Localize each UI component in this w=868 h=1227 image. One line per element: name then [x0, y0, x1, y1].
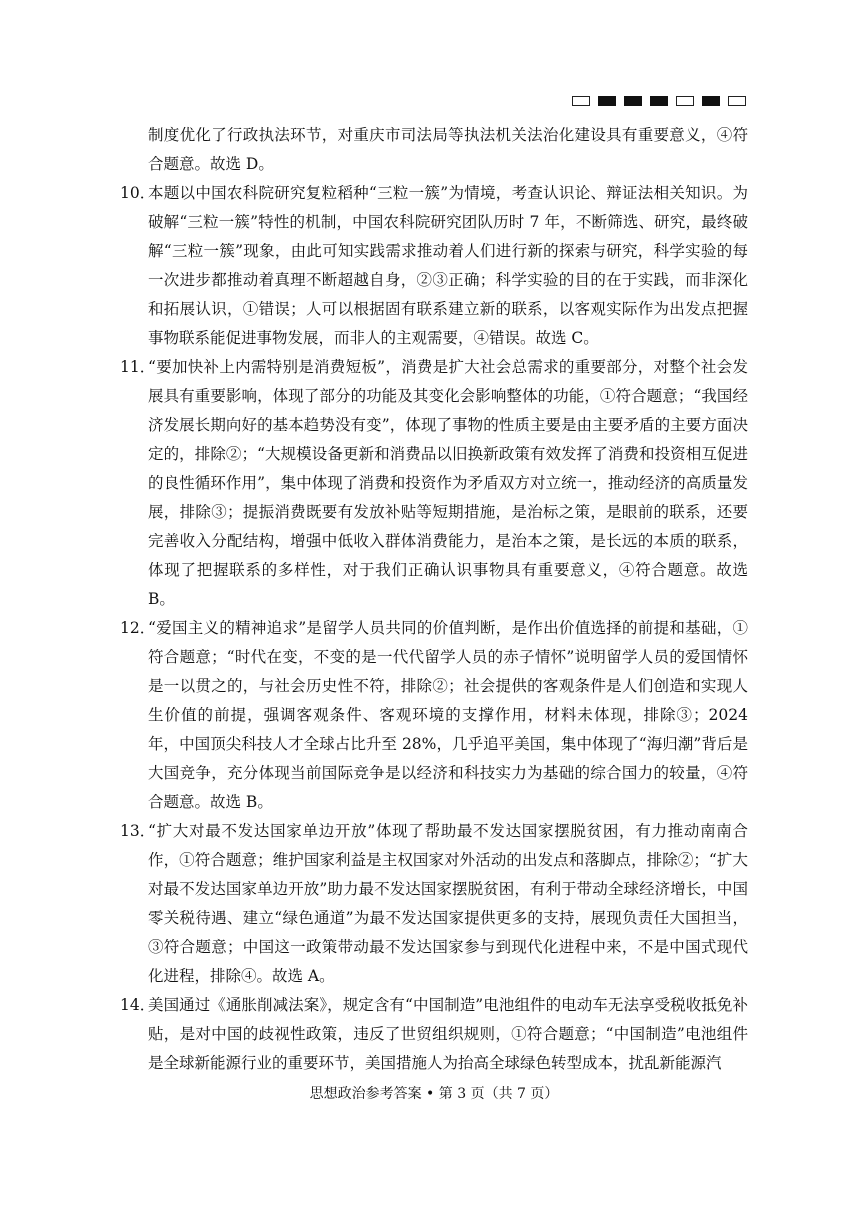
- item-text: 本题以中国农科院研究复粒稻种“三粒一簇”为情境，考查认识论、辩证法相关知识。为破解“三粒一簇”特性的机制，中国农科院研究团队历时 7 年，不断筛选、研究，最终破解“三粒一簇”现象，由此可知实践需求推动着人们进行新的探索与研究，科学实验的每一次进步都推动着真理不断超越自身，②③正确；科学实验的目的在于实践，而非深化和拓展认识，①错误；人可以根据固有联系建立新的联系，以客观实际作为出发点把握事物联系能促进事物发展，而非人的主观需要，④错误。故选 C。: [148, 184, 748, 347]
- item-text: “扩大对最不发达国家单边开放”体现了帮助最不发达国家摆脱贫困，有力推动南南合作，①符合题意；维护国家利益是主权国家对外活动的出发点和落脚点，排除②；“扩大对最不发达国家单边开放”助力最不发达国家摆脱贫困，有利于带动全球经济增长，中国零关税待遇、建立“绿色通道”为最不发达国家提供更多的支持，展现负责任大国担当，③符合题意；中国这一政策带动最不发达国家参与到现代化进程中来，不是中国式现代化进程，排除④。故选 A。: [148, 822, 748, 985]
- answer-item-11: [120, 353, 748, 614]
- item-number: 13．: [120, 822, 156, 840]
- item-number: 11．: [120, 358, 156, 376]
- item-number: 10．: [120, 184, 156, 202]
- header-mark: [572, 96, 590, 106]
- header-mark: [650, 96, 668, 106]
- header-mark: [676, 96, 694, 106]
- header-mark: [624, 96, 642, 106]
- page-footer: 思想政治参考答案 • 第 3 页（共 7 页）: [309, 1086, 559, 1102]
- answer-item-13: [120, 817, 748, 991]
- item-text: 美国通过《通胀削减法案》，规定含有“中国制造”电池组件的电动车无法享受税收抵免补贴，是对中国的歧视性政策，违反了世贸组织规则，①符合题意；“中国制造”电池组件是全球新能源行业的重要环节，美国措施人为抬高全球绿色转型成本，扰乱新能源汽: [148, 996, 748, 1072]
- header-mark: [728, 96, 746, 106]
- item-text: “要加快补上内需特别是消费短板”，消费是扩大社会总需求的重要部分，对整个社会发展具有重要影响，体现了部分的功能及其变化会影响整体的功能，①符合题意；“我国经济发展长期向好的基本趋势没有变”，体现了事物的性质主要是由主要矛盾的主要方面决定的，排除②；“大规模设备更新和消费品以旧换新政策有效发挥了消费和投资相互促进的良性循环作用”，集中体现了消费和投资作为矛盾双方对立统一，推动经济的高质量发展，排除③；提振消费既要有发放补贴等短期措施，是治标之策，是眼前的联系，还要完善收入分配结构，增强中低收入群体消费能力，是治本之策，是长远的本质的联系，体现了把握联系的多样性，对于我们正确认识事物具有重要意义，④符合题意。故选 B。: [148, 358, 748, 608]
- header-marks: [572, 96, 746, 106]
- header-mark: [702, 96, 720, 106]
- answer-item-14: [120, 991, 748, 1078]
- answer-item-12: [120, 614, 748, 817]
- intro-paragraph: 制度优化了行政执法环节，对重庆市司法局等执法机关法治化建设具有重要意义，④符合题意。故选 D。: [148, 126, 748, 173]
- answer-item-10: [120, 179, 748, 353]
- header-mark: [598, 96, 616, 106]
- answer-content: [120, 121, 748, 1078]
- item-text: “爱国主义的精神追求”是留学人员共同的价值判断，是作出价值选择的前提和基础，①符合题意；“时代在变，不变的是一代代留学人员的赤子情怀”说明留学人员的爱国情怀是一以贯之的，与社会历史性不符，排除②；社会提供的客观条件是人们创造和实现人生价值的前提，强调客观条件、客观环境的支撑作用，材料未体现，排除③；2024 年，中国顶尖科技人才全球占比升至 28%，几乎追平美国，集中体现了“海归潮”背后是大国竞争，充分体现当前国际竞争是以经济和科技实力为基础的综合国力的较量，④符合题意。故选 B。: [148, 619, 748, 811]
- item-number: 14．: [120, 996, 156, 1014]
- item-number: 12．: [120, 619, 156, 637]
